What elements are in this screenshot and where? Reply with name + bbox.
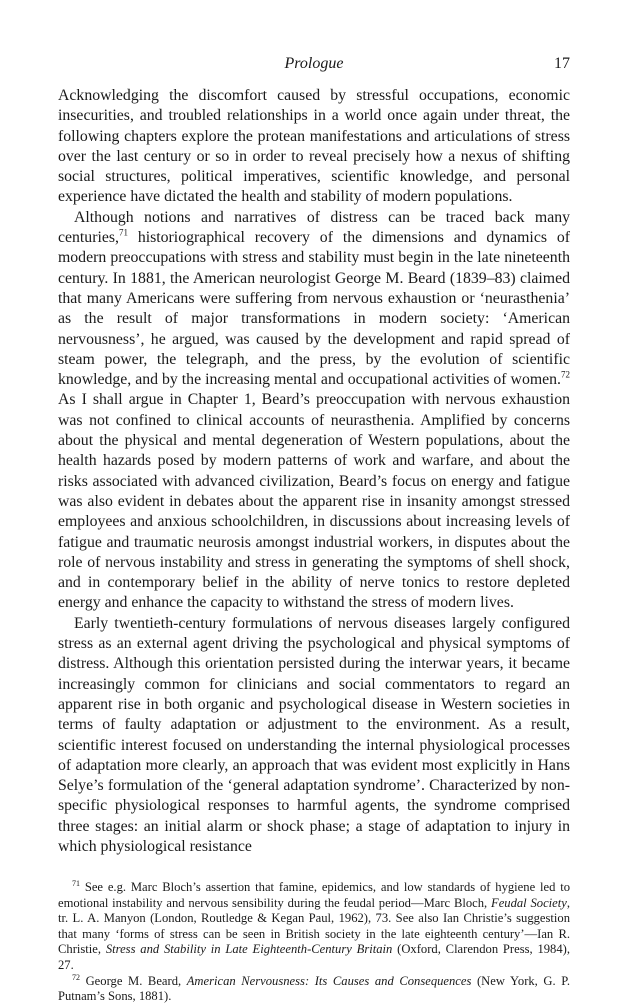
footnote-title: Stress and Stability in Late Eighteenth-Century Britain bbox=[105, 942, 393, 957]
footnote-71 bbox=[58, 880, 570, 974]
footnotes bbox=[58, 880, 570, 1005]
paragraph-3: Early twentieth-century formulations of nervous diseases largely configured stress as an external agent driving the psychological and physical symptoms of distress. Although this orientation persisted during the interwar years, it became increasingly common for clinicians and social commentators to regard an apparent rise in both organic and psychological disease in Western societies in terms of faulty adaptation or adjustment to the environment. As a result, scientific interest focused on understanding the internal physiological processes of adaptation more clearly, an approach that was evident most explicitly in Hans Selye’s formulation of the ‘general adaptation syndrome’. Characterized by non-specific physiological responses to harmful agents, the syndrome comprised three stages: an initial alarm or shock phase; a stage of adaptation to injury in which physiological resistance bbox=[58, 614, 570, 855]
footnote-ref-72[interactable]: 72 bbox=[561, 369, 570, 380]
footnote-text: George M. Beard, bbox=[80, 973, 187, 988]
body-text bbox=[58, 86, 570, 857]
page-number: 17 bbox=[554, 55, 570, 72]
paragraph-2-part-c: As I shall argue in Chapter 1, Beard’s preoccupation with nervous exhaustion was not confined to clinical accounts of neurasthenia. Amplified by concerns about the physical and mental degeneration of Western populations, about the health hazards posed by modern patterns of work and warfare, and about the risks associated with advanced civilization, Beard’s focus on energy and fatigue was also evident in debates about the apparent rise in insanity amongst stressed employees and anxious schoolchildren, in discussions about increasing levels of fatigue and traumatic neurosis amongst industrial workers, in disputes about the role of nervous instability and stress in generating the symptoms of shell shock, and in contemporary belief in the ability of nerve tonics to restore depleted energy and enhance the capacity to withstand the stress of modern lives. bbox=[58, 391, 570, 612]
footnote-number: 72 bbox=[72, 972, 80, 982]
footnote-text: See e.g. Marc Bloch’s assertion that famine, epidemics, and low standards of hygiene led to emotional instability and nervous sensibility during the feudal period—Marc Bloch, bbox=[58, 880, 570, 910]
running-head: Prologue bbox=[284, 55, 344, 72]
footnote-text: (Oxford, Clarendon Press, 1984), 27. bbox=[58, 942, 570, 972]
footnote-number: 71 bbox=[72, 878, 80, 888]
footnote-title: Feudal Society bbox=[491, 895, 567, 910]
paragraph-2-part-a: Although notions and narratives of distress can be traced back many centuries, bbox=[58, 208, 570, 247]
footnote-ref-71[interactable]: 71 bbox=[118, 227, 128, 238]
footnote-text: (New York, G. P. Putnam’s Sons, 1881). bbox=[58, 973, 570, 1004]
footnote-72 bbox=[58, 974, 570, 1005]
footnote-title: American Nervousness: Its Causes and Consequences bbox=[186, 973, 472, 988]
paragraph-2-part-b: historiographical recovery of the dimensions and dynamics of modern preoccupations with stress and stability must begin in the late nineteenth century. In 1881, the American neurologist George M. Beard (1839–83) claimed that many Americans were suffering from nervous exhaustion or ‘neurasthenia’ as the result of major transformations in modern society: ‘American nervousness’, he argued, was caused by the development and rapid spread of steam power, the telegraph, and the press, by the evolution of scientific knowledge, and by the increasing mental and occupational activities of women. bbox=[58, 229, 570, 389]
page-header bbox=[58, 53, 570, 77]
paragraph-1: Acknowledging the discomfort caused by stressful occupations, economic insecurities, and troubled relationships in a world once again under threat, the following chapters explore the protean manifestations and articulations of stress over the last century or so in order to reveal precisely how a nexus of shifting social structures, political imperatives, scientific knowledge, and personal experience have dictated the health and stability of modern populations. bbox=[58, 87, 570, 206]
paragraph-2 bbox=[58, 208, 570, 614]
footnote-text: , tr. L. A. Manyon (London, Routledge & Kegan Paul, 1962), 73. See also Ian Christie’s suggestion that many ‘forms of stress can be seen in British society in the late eighteenth century’—Ian R. Christie, bbox=[58, 895, 571, 957]
